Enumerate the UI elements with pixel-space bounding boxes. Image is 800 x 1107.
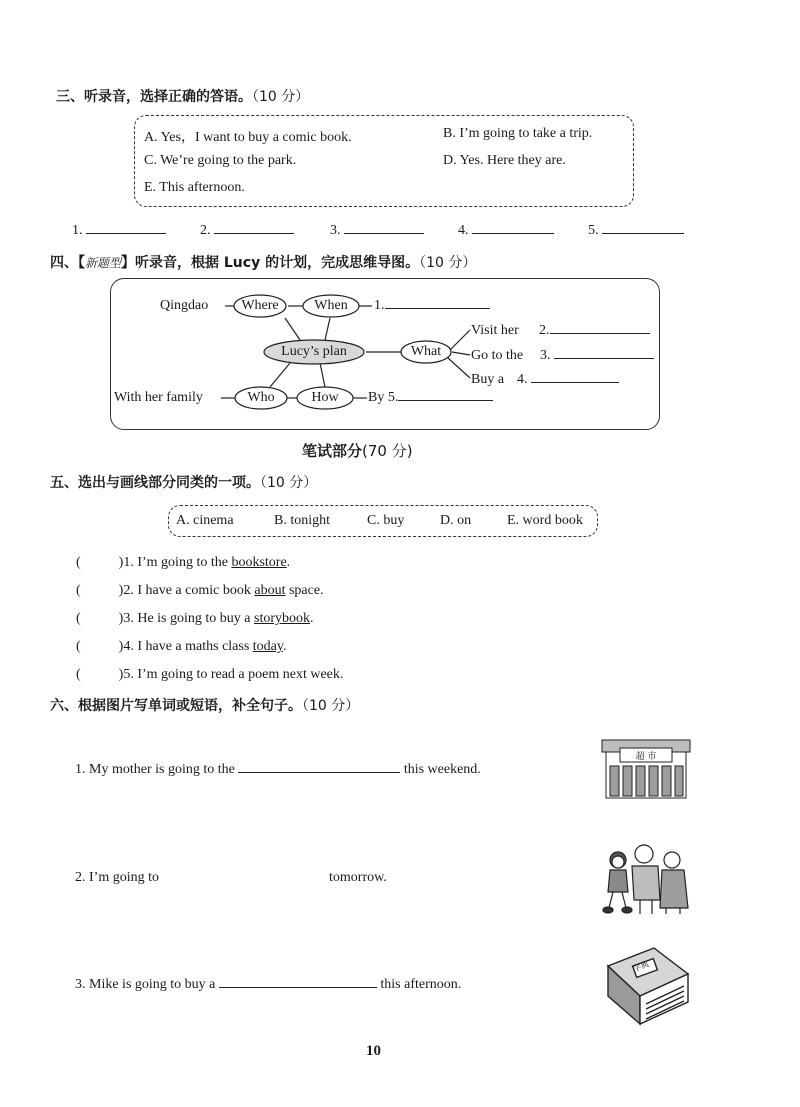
- supermarket-sign: 超 市: [635, 752, 657, 762]
- option-e: E. This afternoon.: [144, 180, 245, 195]
- option-c: C. We’re going to the park.: [144, 153, 297, 168]
- s5-option-d: D. on: [440, 513, 472, 528]
- s6-question-3: 3. Mike is going to buy a this afternoon.: [75, 977, 462, 992]
- page-number: 10: [366, 1043, 381, 1059]
- dictionary-picture: [600, 944, 692, 1030]
- answer-blank-3[interactable]: 3.: [330, 223, 424, 239]
- qingdao-label: Qingdao: [160, 298, 209, 313]
- s5-option-a: A. cinema: [176, 513, 234, 528]
- buy-label: Buy a: [471, 372, 505, 387]
- family-visit-picture: [600, 838, 692, 916]
- dictionary-label: 字典: [631, 959, 651, 974]
- s5-item-4: ( )4. I have a maths class today.: [76, 639, 287, 654]
- answer-blank-5[interactable]: 5.: [588, 223, 684, 239]
- section5-heading: 五、选出与画线部分同类的一项。（10 分）: [50, 475, 318, 491]
- s5-item-2: ( )2. I have a comic book about space.: [76, 583, 324, 598]
- center-label: Lucy’s plan: [281, 344, 347, 359]
- section4-heading: 四、【新题型】听录音，根据 Lucy 的计划，完成思维导图。（10 分）: [50, 255, 477, 271]
- mindmap-blank-1[interactable]: 1.: [374, 298, 490, 314]
- with-family-label: With her family: [114, 390, 203, 405]
- when-label: When: [314, 298, 348, 313]
- s5-option-b: B. tonight: [274, 513, 331, 528]
- s6-blank-1[interactable]: [238, 772, 400, 773]
- s6-question-2: 2. I’m going to tomorrow.: [75, 870, 387, 885]
- goto-label: Go to the: [471, 348, 524, 363]
- mindmap-blank-2[interactable]: 2.: [539, 323, 650, 339]
- how-label: How: [311, 390, 339, 405]
- option-d: D. Yes. Here they are.: [443, 153, 566, 168]
- mindmap-blank-3[interactable]: 3.: [540, 348, 654, 364]
- mindmap-blank-5[interactable]: By 5.: [368, 390, 493, 406]
- section3-heading: 三、听录音，选择正确的答语。（10 分）: [56, 89, 310, 105]
- visit-label: Visit her: [471, 323, 519, 338]
- s6-blank-3[interactable]: [219, 987, 377, 988]
- s5-item-3: ( )3. He is going to buy a storybook.: [76, 611, 314, 626]
- where-label: Where: [241, 298, 279, 313]
- answer-blank-4[interactable]: 4.: [458, 223, 554, 239]
- supermarket-picture: [600, 738, 692, 800]
- s6-question-1: 1. My mother is going to the this weekend.: [75, 762, 481, 777]
- s5-option-e: E. word book: [507, 513, 583, 528]
- s5-item-1: ( )1. I’m going to the bookstore.: [76, 555, 291, 570]
- answer-blank-1[interactable]: 1.: [72, 223, 166, 239]
- option-b: B. I’m going to take a trip.: [443, 126, 593, 141]
- option-a: A. Yes，I want to buy a comic book.: [144, 130, 352, 145]
- written-part-title: 笔试部分(70 分): [302, 442, 413, 460]
- s5-item-5: ( )5. I’m going to read a poem next week.: [76, 667, 344, 682]
- answer-blank-2[interactable]: 2.: [200, 223, 294, 239]
- section6-heading: 六、根据图片写单词或短语，补全句子。（10 分）: [50, 698, 360, 714]
- what-label: What: [410, 344, 442, 359]
- who-label: Who: [247, 390, 275, 405]
- mindmap-blank-4[interactable]: 4.: [517, 372, 619, 388]
- s5-option-c: C. buy: [367, 513, 405, 528]
